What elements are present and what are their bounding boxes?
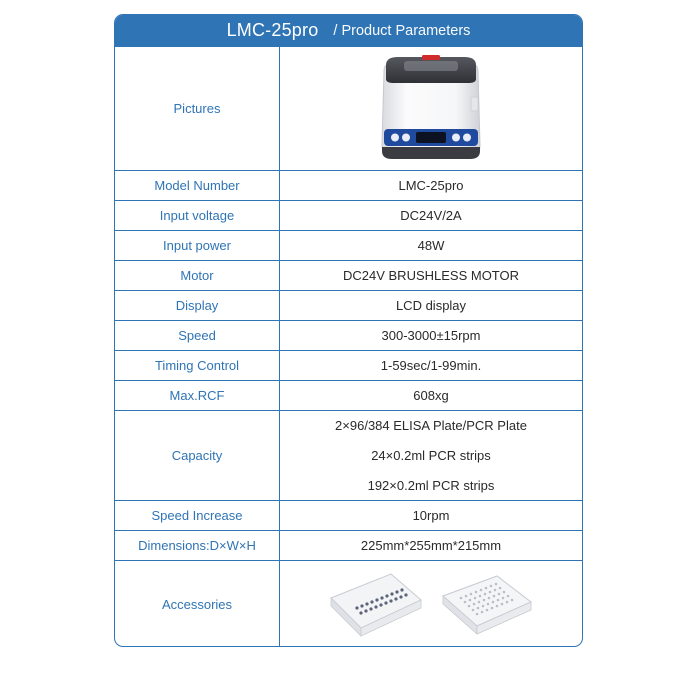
- table-row-input-power: [115, 230, 582, 260]
- table-row-display: [115, 290, 582, 320]
- row-value: [280, 47, 582, 170]
- table-row-pictures: [115, 46, 582, 170]
- row-label: Dimensions:D×W×H: [115, 531, 280, 560]
- row-label: Model Number: [115, 171, 280, 200]
- capacity-line: 24×0.2ml PCR strips: [371, 447, 491, 463]
- pcr-plate-adapter-icon: [439, 570, 535, 640]
- row-value: 10rpm: [412, 508, 450, 523]
- table-row-speed: [115, 320, 582, 350]
- row-value: DC24V BRUSHLESS MOTOR: [342, 268, 520, 283]
- accessory-images: [280, 561, 582, 647]
- row-value: [280, 561, 582, 647]
- table-row-speed-increase: [115, 500, 582, 530]
- table-row-input-voltage: [115, 200, 582, 230]
- row-value: DC24V/2A: [400, 208, 462, 223]
- row-label: Accessories: [115, 561, 280, 647]
- row-value: LMC-25pro: [398, 178, 464, 193]
- table-row-max-rcf: [115, 380, 582, 410]
- row-label: Speed Increase: [115, 501, 280, 530]
- row-label: Motor: [115, 261, 280, 290]
- row-label: Display: [115, 291, 280, 320]
- row-label: Capacity: [115, 411, 280, 500]
- sheet-header: [115, 15, 582, 46]
- row-value: 225mm*255mm*215mm: [360, 538, 502, 553]
- capacity-line: 192×0.2ml PCR strips: [367, 477, 495, 493]
- row-value: 48W: [417, 238, 445, 253]
- product-image: [280, 47, 582, 170]
- row-value: 1-59sec/1-99min.: [380, 358, 482, 373]
- table-row-timing-control: [115, 350, 582, 380]
- strip-adapter-icon: [327, 570, 425, 640]
- row-label: Speed: [115, 321, 280, 350]
- table-row-accessories: [115, 560, 582, 647]
- row-label: Pictures: [115, 47, 280, 170]
- row-label: Input voltage: [115, 201, 280, 230]
- row-label: Timing Control: [115, 351, 280, 380]
- row-value: LCD display: [395, 298, 467, 313]
- header-subtitle: / Product Parameters: [333, 22, 471, 39]
- row-label: Max.RCF: [115, 381, 280, 410]
- table-row-motor: [115, 260, 582, 290]
- header-model-title: LMC-25pro: [226, 20, 319, 40]
- row-label: Input power: [115, 231, 280, 260]
- table-row-model-number: [115, 170, 582, 200]
- capacity-line: 2×96/384 ELISA Plate/PCR Plate: [335, 417, 527, 433]
- row-value: 608xg: [413, 388, 449, 403]
- row-value: 300-3000±15rpm: [381, 328, 481, 343]
- parameter-sheet: [114, 14, 583, 647]
- table-row-capacity: [115, 410, 582, 500]
- row-value: [280, 411, 582, 500]
- table-row-dimensions: [115, 530, 582, 560]
- centrifuge-icon: [376, 53, 486, 165]
